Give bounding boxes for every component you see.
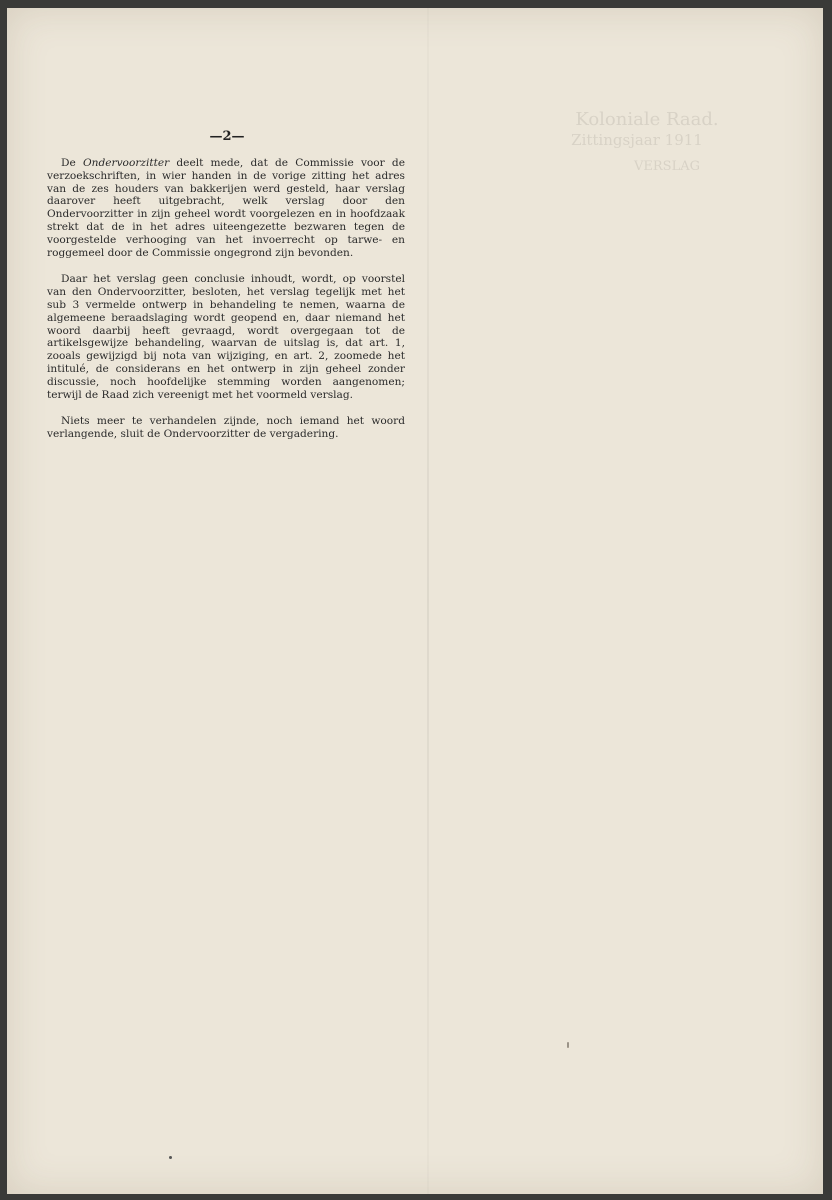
bleed-through-line-3: VERSLAG [634,158,700,174]
bleed-through-text [477,108,797,176]
minutes-text [47,157,405,455]
paragraph-3: Niets meer te verhandelen zijnde, noch iemand het woord verlangende, sluit de Ondervoorzitter de vergadering. [47,415,405,441]
paragraph-2: Daar het verslag geen conclusie inhoudt, wordt, op voorstel van den Ondervoorzitter, besloten, het verslag tegelijk met het sub 3 vermelde ontwerp in behandeling te nemen, waarna de algemeene beraadslaging wordt geopend en, daar niemand het woord daarbij heeft gevraagd, wordt overgegaan tot de artikelsgewijze behandeling, waarvan de uitslag is, dat art. 1, zooals gewijzigd bij nota van wijziging, en art. 2, zoomede het intitulé, de considerans en het ontwerp in zijn geheel zonder discussie, noch hoofdelijke stemming worden aangenomen; terwijl de Raad zich vereenigt met het voormeld verslag. [47,273,405,401]
paper-speck [169,1156,172,1159]
bleed-through-line-1: Koloniale Raad. [575,109,719,130]
paragraph-1-lead: De [61,157,83,169]
document-page [7,8,823,1194]
page-fold [427,8,429,1194]
paper-mark [567,1042,569,1048]
paragraph-1-text: deelt mede, dat de Commissie voor de verzoekschriften, in wier handen in de vorige zitting het adres van de zes houders van bakkerijen werd gesteld, haar verslag daarover heeft uitgebracht, welk verslag door den Ondervoorzitter in zijn geheel wordt voorgelezen en in hoofdzaak strekt dat de in het adres uiteengezette bezwaren tegen de voorgestelde verhooging van het invoerrecht op tarwe- en roggemeel door de Commissie ongegrond zijn bevonden. [47,157,405,259]
page-number: —2— [209,129,245,144]
paragraph-1 [47,157,405,259]
bleed-through-line-2: Zittingsjaar 1911 [571,131,703,150]
paragraph-1-speaker: Ondervoorzitter [82,157,170,169]
